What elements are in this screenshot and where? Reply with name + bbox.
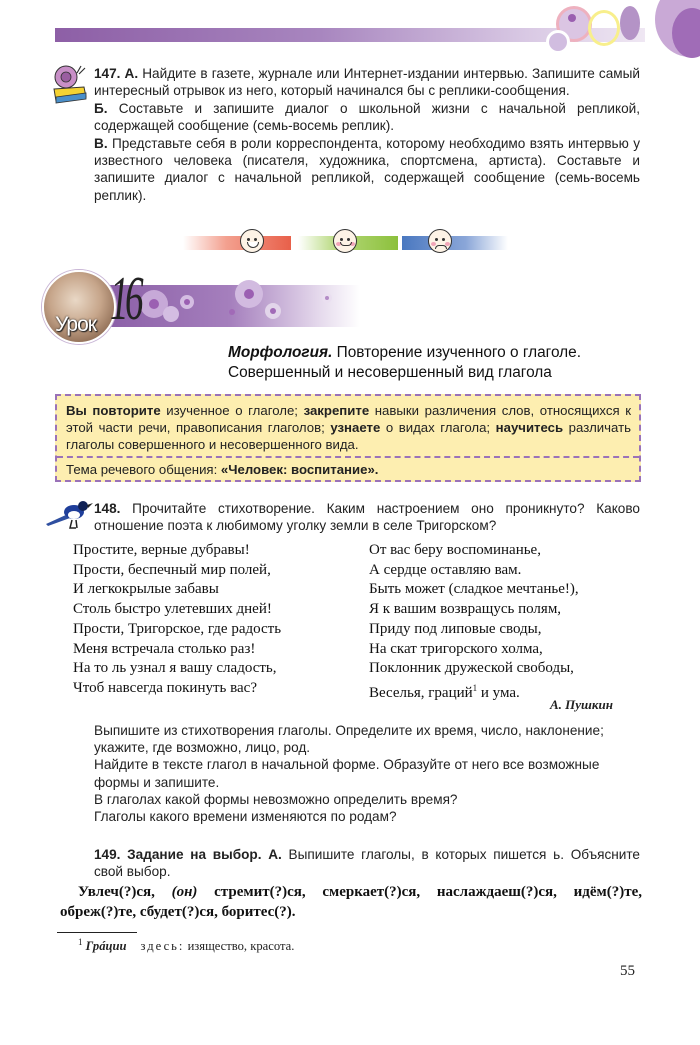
poem-line: От вас беру воспоминанье, [369, 542, 541, 558]
task-item: Глаголы какого времени изменяются по родам? [94, 809, 397, 825]
part-label: А. [124, 66, 139, 81]
exercise-number: 147. [94, 66, 121, 81]
lesson-title [228, 343, 581, 383]
poem-line: И легкокрылые забавы [73, 581, 219, 598]
footnote-mark: 1 [78, 937, 83, 947]
poem-line: Меня встречала столько раз! [73, 640, 256, 657]
magpie-bird-icon [44, 498, 94, 534]
goal-text: различать глаголы совершенного и несовершенного вида. [66, 420, 631, 452]
poem-line: Прости, Тригорское, где радость [73, 620, 282, 637]
goal-keyword: узнаете [330, 420, 381, 435]
footnote [78, 937, 294, 954]
lesson-label: Урок [55, 313, 96, 336]
speech-topic-label: Тема речевого общения: [66, 462, 221, 477]
footnote-term: Грáции [85, 939, 127, 954]
exercise-148-tasks [94, 722, 640, 825]
exercise-147-part-a [94, 65, 640, 100]
word-list-text: стремит(?)ся, смеркает(?)ся, наслаждаеш(?)ся, идём(?)те, обреж(?)те, сбудет(?)ся, боритес(?). [60, 884, 643, 920]
part-text: Найдите в газете, журнале или Интернет-издании интервью. Запишите самый интересный отрывок из него, который начинался бы с реплики-сообщения. [94, 66, 640, 99]
exercise-text: Выпишите глаголы, в которых пишется ь. Объясните свой выбор. [94, 847, 640, 880]
goal-keyword: Вы повторите [66, 403, 161, 418]
poem-line: Быть может (сладкое мечтанье!), [369, 581, 579, 598]
footnote-here: здесь: [140, 939, 185, 954]
lesson-number: 16 [110, 265, 140, 333]
poem-line: На то ль узнал я вашу сладость, [73, 660, 277, 677]
poem-line: Приду под липовые своды, [369, 620, 542, 637]
poem-left-column [73, 541, 363, 699]
poem-line: Простите, верные дубравы! [73, 542, 250, 558]
poem-line: Чтоб навсегда покинуть вас? [73, 679, 257, 696]
task-item: Найдите в тексте глагол в начальной форме. Образуйте от него все возможные формы и запишите. [94, 757, 600, 790]
part-label: В. [94, 135, 108, 151]
snail-on-book-icon [50, 63, 90, 105]
goal-keyword: научитесь [495, 420, 564, 435]
task-item: Выпишите из стихотворения глаголы. Определите их время, число, наклонение; укажите, где возможно, лицо, род. [94, 723, 604, 756]
lesson-title-text: Повторение изученного о глаголе. [332, 344, 581, 361]
footnote-reference[interactable]: 1 [472, 682, 478, 693]
exercise-text: Прочитайте стихотворение. Каким настроением оно проникнуто? Каково отношение поэта к любимому уголку земли в селе Тригорском? [94, 501, 640, 534]
lesson-goals-box [55, 394, 641, 482]
goal-text: о видах глагола; [380, 420, 496, 435]
poem-author: А. Пушкин [550, 697, 613, 712]
goal-keyword: закрепите [303, 403, 370, 418]
exercise-149 [94, 846, 640, 880]
poem-line: Столь быстро улетевших дней! [73, 601, 272, 618]
exercise-147-part-b [94, 100, 640, 135]
part-text: Представьте себя в роли корреспондента, которому необходимо взять интервью у известного человека (писателя, художника, спортсмена, артиста). Составьте и запишите диалог с начальной репликой, содержащей сообщение (семь-восемь реплик). [94, 135, 640, 203]
word-list-text: Увлеч(?)ся, [78, 884, 172, 900]
exercise-148 [94, 500, 640, 535]
poem-line: Я к вашим возвращусь полям, [369, 601, 562, 618]
exercise-147 [94, 65, 640, 204]
smiling-face-icon [333, 229, 357, 253]
part-label: Б. [94, 100, 108, 116]
top-decorative-circles [560, 0, 700, 70]
speech-topic [66, 462, 378, 477]
goals-separator [57, 456, 639, 458]
lesson-title-line2: Совершенный и несовершенный вид глагола [228, 364, 552, 381]
lesson-title-topic: Морфология. [228, 344, 333, 361]
task-item: В глаголах какой формы невозможно определить время? [94, 791, 458, 807]
poem-right-column [369, 541, 649, 704]
lesson-goals-text [66, 402, 631, 453]
poem-line: А сердце оставляю вам. [369, 561, 522, 578]
exercise-147-part-c [94, 135, 640, 205]
page-number: 55 [620, 963, 635, 979]
poem-line: На скат тригорского холма, [369, 640, 543, 657]
poem-line-text: и ума. [477, 684, 520, 701]
exercise-number: 148. [94, 501, 121, 516]
laughing-face-icon [240, 229, 264, 253]
poem-line: Поклонник дружеской свободы, [369, 660, 574, 677]
footnote-definition: изящество, красота. [184, 939, 295, 954]
sad-face-icon [428, 229, 452, 253]
exercise-149-word-list [60, 882, 642, 922]
goal-text: изученное о глаголе; [160, 403, 304, 418]
goal-text: навыки различения слов, относящихся к этой части речи, правописания глаголов; [66, 403, 632, 435]
part-text: Составьте и запишите диалог о школьной жизни с начальной репликой, содержащей сообщение (семь-восемь реплик). [94, 100, 641, 134]
poem-line-text: Веселья, граций [369, 684, 473, 701]
exercise-heading: 149. Задание на выбор. А. [94, 847, 282, 862]
speech-topic-value: «Человек: воспитание». [220, 462, 379, 477]
poem-line: Прости, беспечный мир полей, [73, 561, 271, 578]
footnote-divider [57, 932, 137, 933]
word-list-italic: (он) [171, 884, 198, 900]
